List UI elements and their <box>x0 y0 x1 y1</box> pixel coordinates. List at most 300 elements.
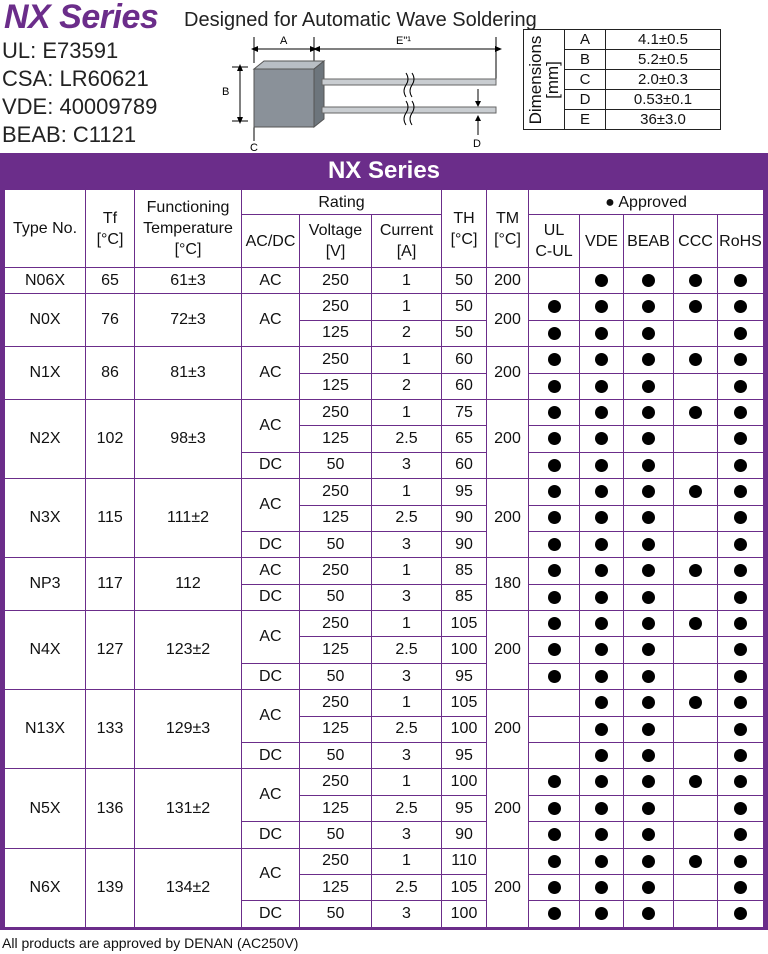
cell-acdc: DC <box>242 822 300 848</box>
approved-dot-icon <box>642 380 655 393</box>
cell-approval-ul <box>529 637 580 663</box>
approved-dot-icon <box>548 380 561 393</box>
header-tm: TM [°C] <box>487 190 529 268</box>
cell-voltage: 250 <box>300 294 372 320</box>
approved-dot-icon <box>548 855 561 868</box>
cell-tm: 200 <box>487 268 529 294</box>
cell-approval-rohs <box>718 294 764 320</box>
cell-voltage: 50 <box>300 452 372 478</box>
approved-dot-icon <box>734 538 747 551</box>
cell-tf: 133 <box>86 690 135 769</box>
approved-dot-icon <box>548 670 561 683</box>
cell-approval-rohs <box>718 611 764 637</box>
cell-voltage: 50 <box>300 663 372 689</box>
header-ccc: CCC <box>674 215 718 268</box>
cell-th: 60 <box>442 452 487 478</box>
approved-dot-icon <box>595 696 608 709</box>
cell-approval-beab <box>624 320 674 346</box>
cell-approval-ccc <box>674 901 718 927</box>
approved-dot-icon <box>689 696 702 709</box>
cell-acdc: DC <box>242 901 300 927</box>
cell-acdc: AC <box>242 611 300 664</box>
approved-dot-icon <box>548 564 561 577</box>
cell-type-no: N13X <box>5 690 86 769</box>
cell-approval-ccc <box>674 558 718 584</box>
cell-approval-ccc <box>674 584 718 610</box>
cell-th: 50 <box>442 294 487 320</box>
cell-acdc: AC <box>242 848 300 901</box>
dim-label-b: B <box>222 86 230 98</box>
header-acdc: AC/DC <box>242 215 300 268</box>
cell-approval-ul <box>529 769 580 795</box>
cell-approval-ul <box>529 611 580 637</box>
cell-current: 2.5 <box>372 426 442 452</box>
cell-tm: 200 <box>487 479 529 558</box>
cell-acdc: AC <box>242 347 300 400</box>
dim-row-value: 5.2±0.5 <box>606 50 721 70</box>
cell-approval-rohs <box>718 558 764 584</box>
table-row <box>5 611 764 637</box>
cell-approval-ul <box>529 505 580 531</box>
dim-row-value: 4.1±0.5 <box>606 30 721 50</box>
cell-current: 2.5 <box>372 637 442 663</box>
approved-dot-icon <box>734 380 747 393</box>
cell-approval-rohs <box>718 505 764 531</box>
approved-dot-icon <box>642 485 655 498</box>
approved-dot-icon <box>642 353 655 366</box>
cell-current: 2 <box>372 373 442 399</box>
cell-approval-beab <box>624 822 674 848</box>
cell-approval-ul <box>529 663 580 689</box>
approved-dot-icon <box>734 907 747 920</box>
dim-row-label: B <box>565 50 606 70</box>
approved-dot-icon <box>548 617 561 630</box>
cell-th: 50 <box>442 268 487 294</box>
cell-current: 3 <box>372 822 442 848</box>
cell-approval-ul <box>529 822 580 848</box>
approved-dot-icon <box>734 855 747 868</box>
approved-dot-icon <box>734 828 747 841</box>
approved-dot-icon <box>595 828 608 841</box>
cell-th: 105 <box>442 874 487 900</box>
cell-th: 100 <box>442 716 487 742</box>
cell-th: 100 <box>442 637 487 663</box>
approved-dot-icon <box>734 723 747 736</box>
header-rohs: RoHS <box>718 215 764 268</box>
cell-approval-ul <box>529 373 580 399</box>
approved-dot-icon <box>642 459 655 472</box>
cell-approval-ul <box>529 716 580 742</box>
approved-dot-icon <box>642 538 655 551</box>
banner-title: NX Series <box>327 157 441 184</box>
cell-tf: 65 <box>86 268 135 294</box>
cell-functioning-temp: 72±3 <box>135 294 242 347</box>
cell-approval-beab <box>624 743 674 769</box>
cell-functioning-temp: 123±2 <box>135 611 242 690</box>
approved-dot-icon <box>734 406 747 419</box>
cell-voltage: 250 <box>300 769 372 795</box>
cell-current: 2.5 <box>372 505 442 531</box>
cert-beab: BEAB: C1121 <box>2 122 137 147</box>
approved-dot-icon <box>642 617 655 630</box>
cell-type-no: N4X <box>5 611 86 690</box>
cell-approval-vde <box>580 584 624 610</box>
cell-approval-ccc <box>674 743 718 769</box>
cell-approval-rohs <box>718 479 764 505</box>
approved-dot-icon <box>595 485 608 498</box>
cell-approval-ccc <box>674 426 718 452</box>
table-row <box>5 268 764 294</box>
cell-acdc: AC <box>242 690 300 743</box>
cell-approval-ccc <box>674 347 718 373</box>
approved-dot-icon <box>595 670 608 683</box>
cell-voltage: 125 <box>300 373 372 399</box>
cell-voltage: 50 <box>300 822 372 848</box>
approved-dot-icon <box>595 511 608 524</box>
approved-dot-icon <box>595 855 608 868</box>
cell-approval-beab <box>624 531 674 557</box>
cell-functioning-temp: 111±2 <box>135 479 242 558</box>
approved-dot-icon <box>734 749 747 762</box>
header-type-no: Type No. <box>5 190 86 268</box>
cell-tm: 200 <box>487 399 529 478</box>
cell-current: 2 <box>372 320 442 346</box>
header-vde: VDE <box>580 215 624 268</box>
cell-approval-ccc <box>674 505 718 531</box>
approved-dot-icon <box>548 459 561 472</box>
approved-dot-icon <box>642 855 655 868</box>
cell-current: 1 <box>372 479 442 505</box>
cell-current: 1 <box>372 347 442 373</box>
dim-label-e: E"¹ <box>396 35 411 47</box>
approved-dot-icon <box>734 643 747 656</box>
approved-dot-icon <box>548 327 561 340</box>
approved-dot-icon <box>734 696 747 709</box>
cert-vde: VDE: 40009789 <box>2 94 158 119</box>
cell-th: 60 <box>442 347 487 373</box>
cell-approval-rohs <box>718 584 764 610</box>
approved-dot-icon <box>642 723 655 736</box>
approved-dot-icon <box>548 881 561 894</box>
cell-approval-beab <box>624 769 674 795</box>
cell-current: 3 <box>372 452 442 478</box>
cell-approval-beab <box>624 479 674 505</box>
cell-approval-vde <box>580 505 624 531</box>
cell-th: 90 <box>442 822 487 848</box>
cell-functioning-temp: 112 <box>135 558 242 611</box>
cell-voltage: 250 <box>300 268 372 294</box>
cell-type-no: N6X <box>5 848 86 927</box>
dim-label-d: D <box>473 138 481 150</box>
cell-voltage: 125 <box>300 320 372 346</box>
approved-dot-icon <box>734 564 747 577</box>
cell-approval-rohs <box>718 399 764 425</box>
cell-current: 3 <box>372 584 442 610</box>
cell-type-no: N0X <box>5 294 86 347</box>
page-subtitle: Designed for Automatic Wave Soldering <box>184 9 537 31</box>
approved-dot-icon <box>689 300 702 313</box>
cell-approval-ccc <box>674 320 718 346</box>
cell-approval-ul <box>529 452 580 478</box>
cell-voltage: 125 <box>300 426 372 452</box>
cell-tf: 117 <box>86 558 135 611</box>
cell-tm: 200 <box>487 611 529 690</box>
approved-dot-icon <box>689 617 702 630</box>
header-th: TH [°C] <box>442 190 487 268</box>
cell-approval-rohs <box>718 822 764 848</box>
approved-dot-icon <box>548 300 561 313</box>
cell-approval-rohs <box>718 848 764 874</box>
cell-approval-rohs <box>718 320 764 346</box>
cell-voltage: 250 <box>300 848 372 874</box>
approved-dot-icon <box>734 775 747 788</box>
dim-row-label: E <box>565 110 606 130</box>
approved-dot-icon <box>595 327 608 340</box>
cell-approval-vde <box>580 690 624 716</box>
cell-tm: 200 <box>487 690 529 769</box>
approved-dot-icon <box>689 564 702 577</box>
cell-approval-vde <box>580 663 624 689</box>
approved-dot-icon <box>689 855 702 868</box>
cell-approval-beab <box>624 505 674 531</box>
cell-current: 1 <box>372 399 442 425</box>
cell-approval-ccc <box>674 268 718 294</box>
approved-dot-icon <box>642 274 655 287</box>
cell-acdc: AC <box>242 399 300 452</box>
cell-approval-ul <box>529 531 580 557</box>
cell-th: 100 <box>442 769 487 795</box>
cell-approval-beab <box>624 901 674 927</box>
cell-type-no: N1X <box>5 347 86 400</box>
cell-approval-rohs <box>718 690 764 716</box>
cell-voltage: 50 <box>300 531 372 557</box>
cell-approval-beab <box>624 426 674 452</box>
cell-approval-beab <box>624 795 674 821</box>
cell-voltage: 125 <box>300 505 372 531</box>
cell-voltage: 125 <box>300 637 372 663</box>
approved-dot-icon <box>734 327 747 340</box>
cell-functioning-temp: 129±3 <box>135 690 242 769</box>
cell-approval-vde <box>580 743 624 769</box>
cell-functioning-temp: 134±2 <box>135 848 242 927</box>
approved-dot-icon <box>734 459 747 472</box>
approved-dot-icon <box>642 775 655 788</box>
footer-note: All products are approved by DENAN (AC250V) <box>2 935 299 951</box>
cell-approval-rohs <box>718 874 764 900</box>
cell-approval-beab <box>624 347 674 373</box>
table-row <box>5 848 764 874</box>
cell-tm: 200 <box>487 848 529 927</box>
cell-acdc: DC <box>242 531 300 557</box>
cell-approval-ccc <box>674 663 718 689</box>
cell-approval-rohs <box>718 268 764 294</box>
cell-voltage: 250 <box>300 399 372 425</box>
approved-dot-icon <box>595 300 608 313</box>
cell-acdc: DC <box>242 452 300 478</box>
approved-dot-icon <box>642 749 655 762</box>
cell-approval-ul <box>529 795 580 821</box>
cell-functioning-temp: 61±3 <box>135 268 242 294</box>
cell-approval-vde <box>580 426 624 452</box>
cell-th: 90 <box>442 531 487 557</box>
cell-approval-rohs <box>718 373 764 399</box>
approved-dot-icon <box>595 723 608 736</box>
cell-approval-ccc <box>674 611 718 637</box>
cell-tf: 136 <box>86 769 135 848</box>
cell-approval-ccc <box>674 822 718 848</box>
approved-dot-icon <box>548 775 561 788</box>
cell-tm: 200 <box>487 769 529 848</box>
cell-approval-ccc <box>674 637 718 663</box>
cell-tm: 200 <box>487 347 529 400</box>
cell-th: 85 <box>442 558 487 584</box>
cell-current: 3 <box>372 901 442 927</box>
cell-acdc: AC <box>242 479 300 532</box>
header-functioning-temp: Functioning Temperature [°C] <box>135 190 242 268</box>
cell-current: 1 <box>372 268 442 294</box>
cell-acdc: AC <box>242 268 300 294</box>
cell-voltage: 125 <box>300 795 372 821</box>
approved-dot-icon <box>548 406 561 419</box>
cell-current: 3 <box>372 743 442 769</box>
cell-acdc: AC <box>242 294 300 347</box>
cell-approval-vde <box>580 479 624 505</box>
cell-tf: 127 <box>86 611 135 690</box>
cell-approval-vde <box>580 347 624 373</box>
header-approved: ● Approved <box>529 190 764 215</box>
cell-approval-ul <box>529 874 580 900</box>
approved-dot-icon <box>734 802 747 815</box>
approved-dot-icon <box>548 828 561 841</box>
cell-approval-rohs <box>718 743 764 769</box>
header-tf: Tf [°C] <box>86 190 135 268</box>
device-body <box>254 69 314 127</box>
cell-approval-vde <box>580 531 624 557</box>
dim-row-value: 2.0±0.3 <box>606 70 721 90</box>
approved-dot-icon <box>548 802 561 815</box>
cell-voltage: 50 <box>300 743 372 769</box>
cell-approval-beab <box>624 663 674 689</box>
approved-dot-icon <box>734 670 747 683</box>
cell-approval-ccc <box>674 294 718 320</box>
approved-dot-icon <box>642 564 655 577</box>
approved-dot-icon <box>734 353 747 366</box>
cell-approval-ul <box>529 479 580 505</box>
header-current: Current [A] <box>372 215 442 268</box>
cell-approval-ccc <box>674 373 718 399</box>
cell-approval-beab <box>624 294 674 320</box>
cell-approval-ul <box>529 268 580 294</box>
cell-approval-vde <box>580 901 624 927</box>
cell-approval-rohs <box>718 637 764 663</box>
cell-approval-ul <box>529 320 580 346</box>
cell-th: 95 <box>442 479 487 505</box>
approved-dot-icon <box>548 353 561 366</box>
approved-dot-icon <box>734 511 747 524</box>
cell-approval-ul <box>529 848 580 874</box>
series-banner <box>0 153 768 189</box>
cell-approval-beab <box>624 716 674 742</box>
cell-current: 2.5 <box>372 795 442 821</box>
table-row <box>5 479 764 505</box>
cell-tf: 102 <box>86 399 135 478</box>
cell-voltage: 250 <box>300 347 372 373</box>
approved-dot-icon <box>689 353 702 366</box>
cell-approval-vde <box>580 637 624 663</box>
approved-dot-icon <box>642 670 655 683</box>
cell-approval-beab <box>624 268 674 294</box>
approved-dot-icon <box>642 881 655 894</box>
cell-functioning-temp: 131±2 <box>135 769 242 848</box>
cell-current: 1 <box>372 769 442 795</box>
dim-label-c: C <box>250 142 258 153</box>
cell-approval-rohs <box>718 901 764 927</box>
approved-dot-icon <box>642 511 655 524</box>
cell-approval-vde <box>580 320 624 346</box>
cell-approval-vde <box>580 874 624 900</box>
cell-approval-ccc <box>674 874 718 900</box>
approved-dot-icon <box>595 802 608 815</box>
approved-dot-icon <box>642 591 655 604</box>
cell-th: 85 <box>442 584 487 610</box>
cell-th: 95 <box>442 663 487 689</box>
table-row <box>5 347 764 373</box>
cell-approval-beab <box>624 874 674 900</box>
cell-approval-vde <box>580 558 624 584</box>
dimensions-side-label: Dimensions [mm] <box>524 30 565 130</box>
lead-top <box>322 79 496 85</box>
approved-dot-icon <box>595 749 608 762</box>
cell-approval-ccc <box>674 716 718 742</box>
approved-dot-icon <box>595 538 608 551</box>
cell-current: 3 <box>372 531 442 557</box>
device-dimension-diagram <box>218 29 508 153</box>
cell-type-no: N2X <box>5 399 86 478</box>
cell-tf: 139 <box>86 848 135 927</box>
cell-approval-rohs <box>718 426 764 452</box>
approved-dot-icon <box>689 274 702 287</box>
approved-dot-icon <box>595 775 608 788</box>
cell-approval-rohs <box>718 716 764 742</box>
cell-current: 1 <box>372 558 442 584</box>
cell-th: 95 <box>442 743 487 769</box>
cell-th: 50 <box>442 320 487 346</box>
approved-dot-icon <box>548 591 561 604</box>
approved-dot-icon <box>734 300 747 313</box>
approved-dot-icon <box>642 300 655 313</box>
cell-approval-ul <box>529 690 580 716</box>
cell-approval-beab <box>624 848 674 874</box>
cell-approval-ccc <box>674 479 718 505</box>
approved-dot-icon <box>595 591 608 604</box>
cell-type-no: NP3 <box>5 558 86 611</box>
approved-dot-icon <box>548 907 561 920</box>
cell-current: 1 <box>372 294 442 320</box>
cell-approval-beab <box>624 452 674 478</box>
cell-approval-vde <box>580 373 624 399</box>
cell-th: 65 <box>442 426 487 452</box>
cert-ul: UL: E73591 <box>2 38 119 63</box>
cell-approval-beab <box>624 611 674 637</box>
cell-tm: 180 <box>487 558 529 611</box>
cell-th: 75 <box>442 399 487 425</box>
cell-th: 105 <box>442 611 487 637</box>
approved-dot-icon <box>548 432 561 445</box>
cell-approval-ccc <box>674 848 718 874</box>
cell-approval-vde <box>580 294 624 320</box>
cell-approval-beab <box>624 558 674 584</box>
header-beab: BEAB <box>624 215 674 268</box>
